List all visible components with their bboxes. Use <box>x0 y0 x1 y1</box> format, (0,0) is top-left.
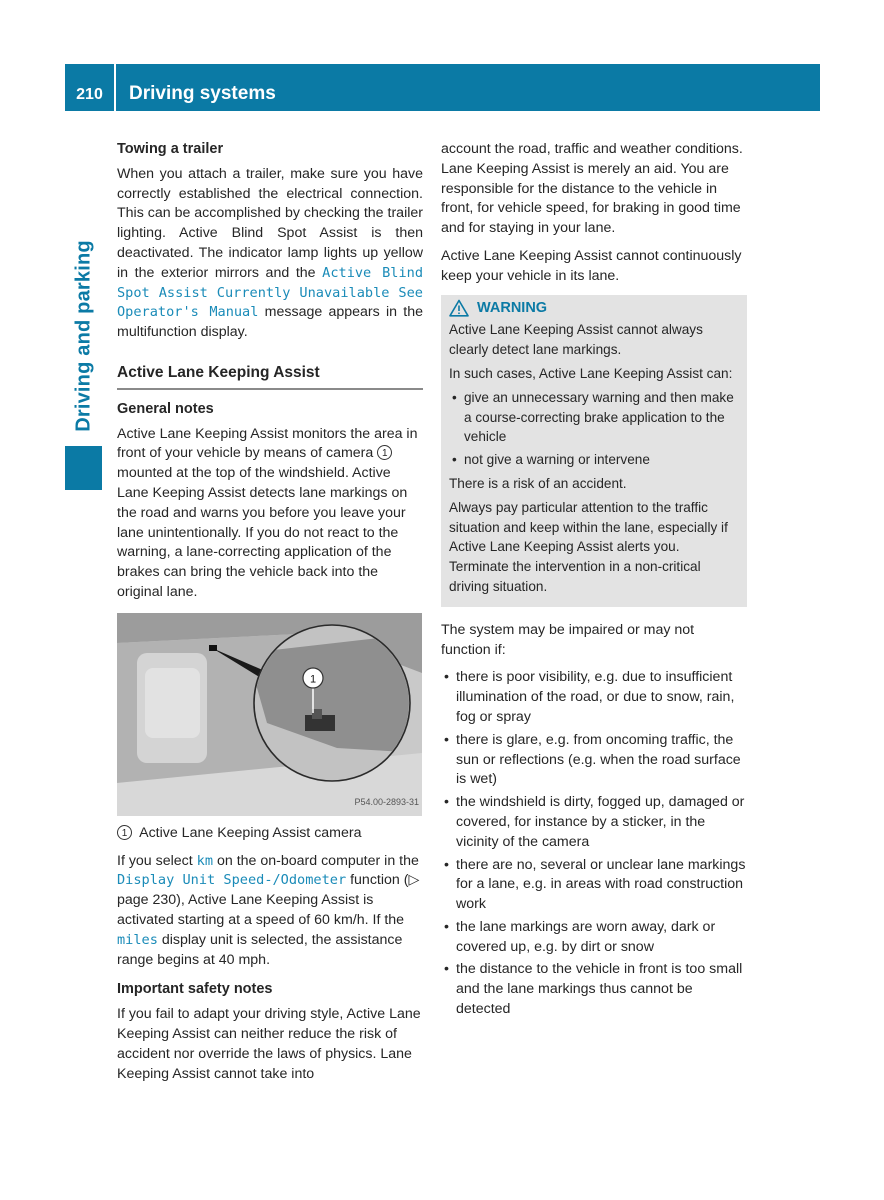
impaired-bullet: • there is glare, e.g. from oncoming traffic, the sun or reflections (e.g. when the road surface is wet) <box>441 731 747 790</box>
warning-triangle-icon <box>449 299 469 317</box>
miles-unit: miles <box>117 931 158 948</box>
general-notes-text: Active Lane Keeping Assist monitors the area in front of your vehicle by means of camera <box>117 425 418 462</box>
general-notes-paragraph <box>117 425 423 603</box>
continuity-paragraph: Active Lane Keeping Assist cannot continuously keep your vehicle in its lane. <box>441 247 742 284</box>
warning-p2: In such cases, Active Lane Keeping Assist can: <box>449 365 733 381</box>
impaired-bullet: • the lane markings are worn away, dark or covered up, e.g. by dirt or snow <box>441 918 747 958</box>
svg-text:1: 1 <box>309 673 317 686</box>
warning-p1: Active Lane Keeping Assist cannot always clearly detect lane markings. <box>449 322 703 358</box>
chapter-title: Driving systems <box>129 83 276 104</box>
page-number: 210 <box>65 64 116 111</box>
impaired-bullet: • the windshield is dirty, fogged up, damaged or covered, for instance by a sticker, in the vicinity of the camera <box>441 793 747 852</box>
caption-callout-marker: 1 <box>117 825 132 840</box>
towing-heading: Towing a trailer <box>117 141 224 157</box>
side-tab-marker <box>65 446 102 490</box>
warning-title-text: WARNING <box>477 299 548 316</box>
page-header <box>65 64 820 111</box>
display-message: Active Blind Spot Assist Currently Unavailable See Operator's Manual <box>117 264 423 321</box>
impaired-intro: The system may be impaired or may not function if: <box>441 621 695 658</box>
general-notes-heading: General notes <box>117 400 214 417</box>
side-tab-label: Driving and parking <box>72 240 94 432</box>
impaired-bullet: • the distance to the vehicle in front is too small and the lane markings thus cannot be detected <box>441 960 747 1019</box>
km-text-3: function (▷ page 230), Active Lane Keeping Assist is activated starting at a speed of 60 km/h. If the <box>117 872 420 928</box>
safety-paragraph: If you fail to adapt your driving style, Active Lane Keeping Assist can neither reduce the risk of accident nor override the laws of physics. Lane Keeping Assist cannot take into <box>117 1006 421 1082</box>
impaired-list <box>441 668 747 1020</box>
caption-text: Active Lane Keeping Assist camera <box>139 824 362 841</box>
km-paragraph <box>117 852 423 971</box>
section-heading: Active Lane Keeping Assist <box>117 363 423 390</box>
warning-p4: Always pay particular attention to the traffic situation and keep within the lane, especially if Active Lane Keeping Assist alerts you. Terminate the intervention in a non-critical driving situation. <box>449 499 728 594</box>
km-text-1: If you select <box>117 852 197 869</box>
left-column <box>117 140 423 1092</box>
safety-heading: Important safety notes <box>117 981 273 998</box>
towing-paragraph <box>117 165 423 343</box>
warning-p3: There is a risk of an accident. <box>449 475 627 491</box>
km-unit: km <box>196 852 214 869</box>
warning-bullet: • not give a warning or intervene <box>449 450 739 470</box>
figure-code: P54.00-2893-31 <box>354 796 419 807</box>
general-notes-text-end: mounted at the top of the windshield. Active Lane Keeping Assist detects lane markings on the road and warns you before you leave your lane unintentionally. If you do not react to the warning, a lane-correcting application of the brakes can bring the vehicle back into the original lane. <box>117 465 408 600</box>
callout-marker: 1 <box>377 445 392 460</box>
towing-text: When you attach a trailer, make sure you have correctly established the electrical connection. This can be accomplished by checking the trailer lighting. Active Blind Spot Assist is then deactivated. The indicator lamp lights up yellow in the exterior mirrors and the <box>117 165 423 281</box>
towing-text-end: message appears in the multifunction display. <box>117 304 423 341</box>
impaired-bullet: • there is poor visibility, e.g. due to insufficient illumination of the road, or due to snow, rain, fog or spray <box>441 668 747 727</box>
side-tab <box>65 225 102 447</box>
warning-bullet: • give an unnecessary warning and then make a course-correcting brake application to the vehicle <box>449 388 739 447</box>
figure-caption <box>117 824 423 844</box>
continued-paragraph: account the road, traffic and weather conditions. Lane Keeping Assist is merely an aid. You are responsible for the distance to the vehicle in front, for vehicle speed, for braking in good time and for staying in your lane. <box>441 141 743 237</box>
km-text-4: display unit is selected, the assistance range begins at 40 mph. <box>117 931 403 968</box>
warning-box <box>441 295 747 607</box>
warning-title <box>449 299 739 319</box>
camera-illustration <box>117 613 422 816</box>
impaired-bullet: • there are no, several or unclear lane markings for a lane, e.g. in areas with road construction work <box>441 856 747 915</box>
warning-list <box>449 388 739 470</box>
camera-illustration-graphic <box>117 613 422 816</box>
km-text-2: on the on-board computer in the <box>213 852 419 869</box>
display-unit-menu: Display Unit Speed-/Odometer <box>117 872 347 889</box>
right-column <box>441 140 747 1024</box>
